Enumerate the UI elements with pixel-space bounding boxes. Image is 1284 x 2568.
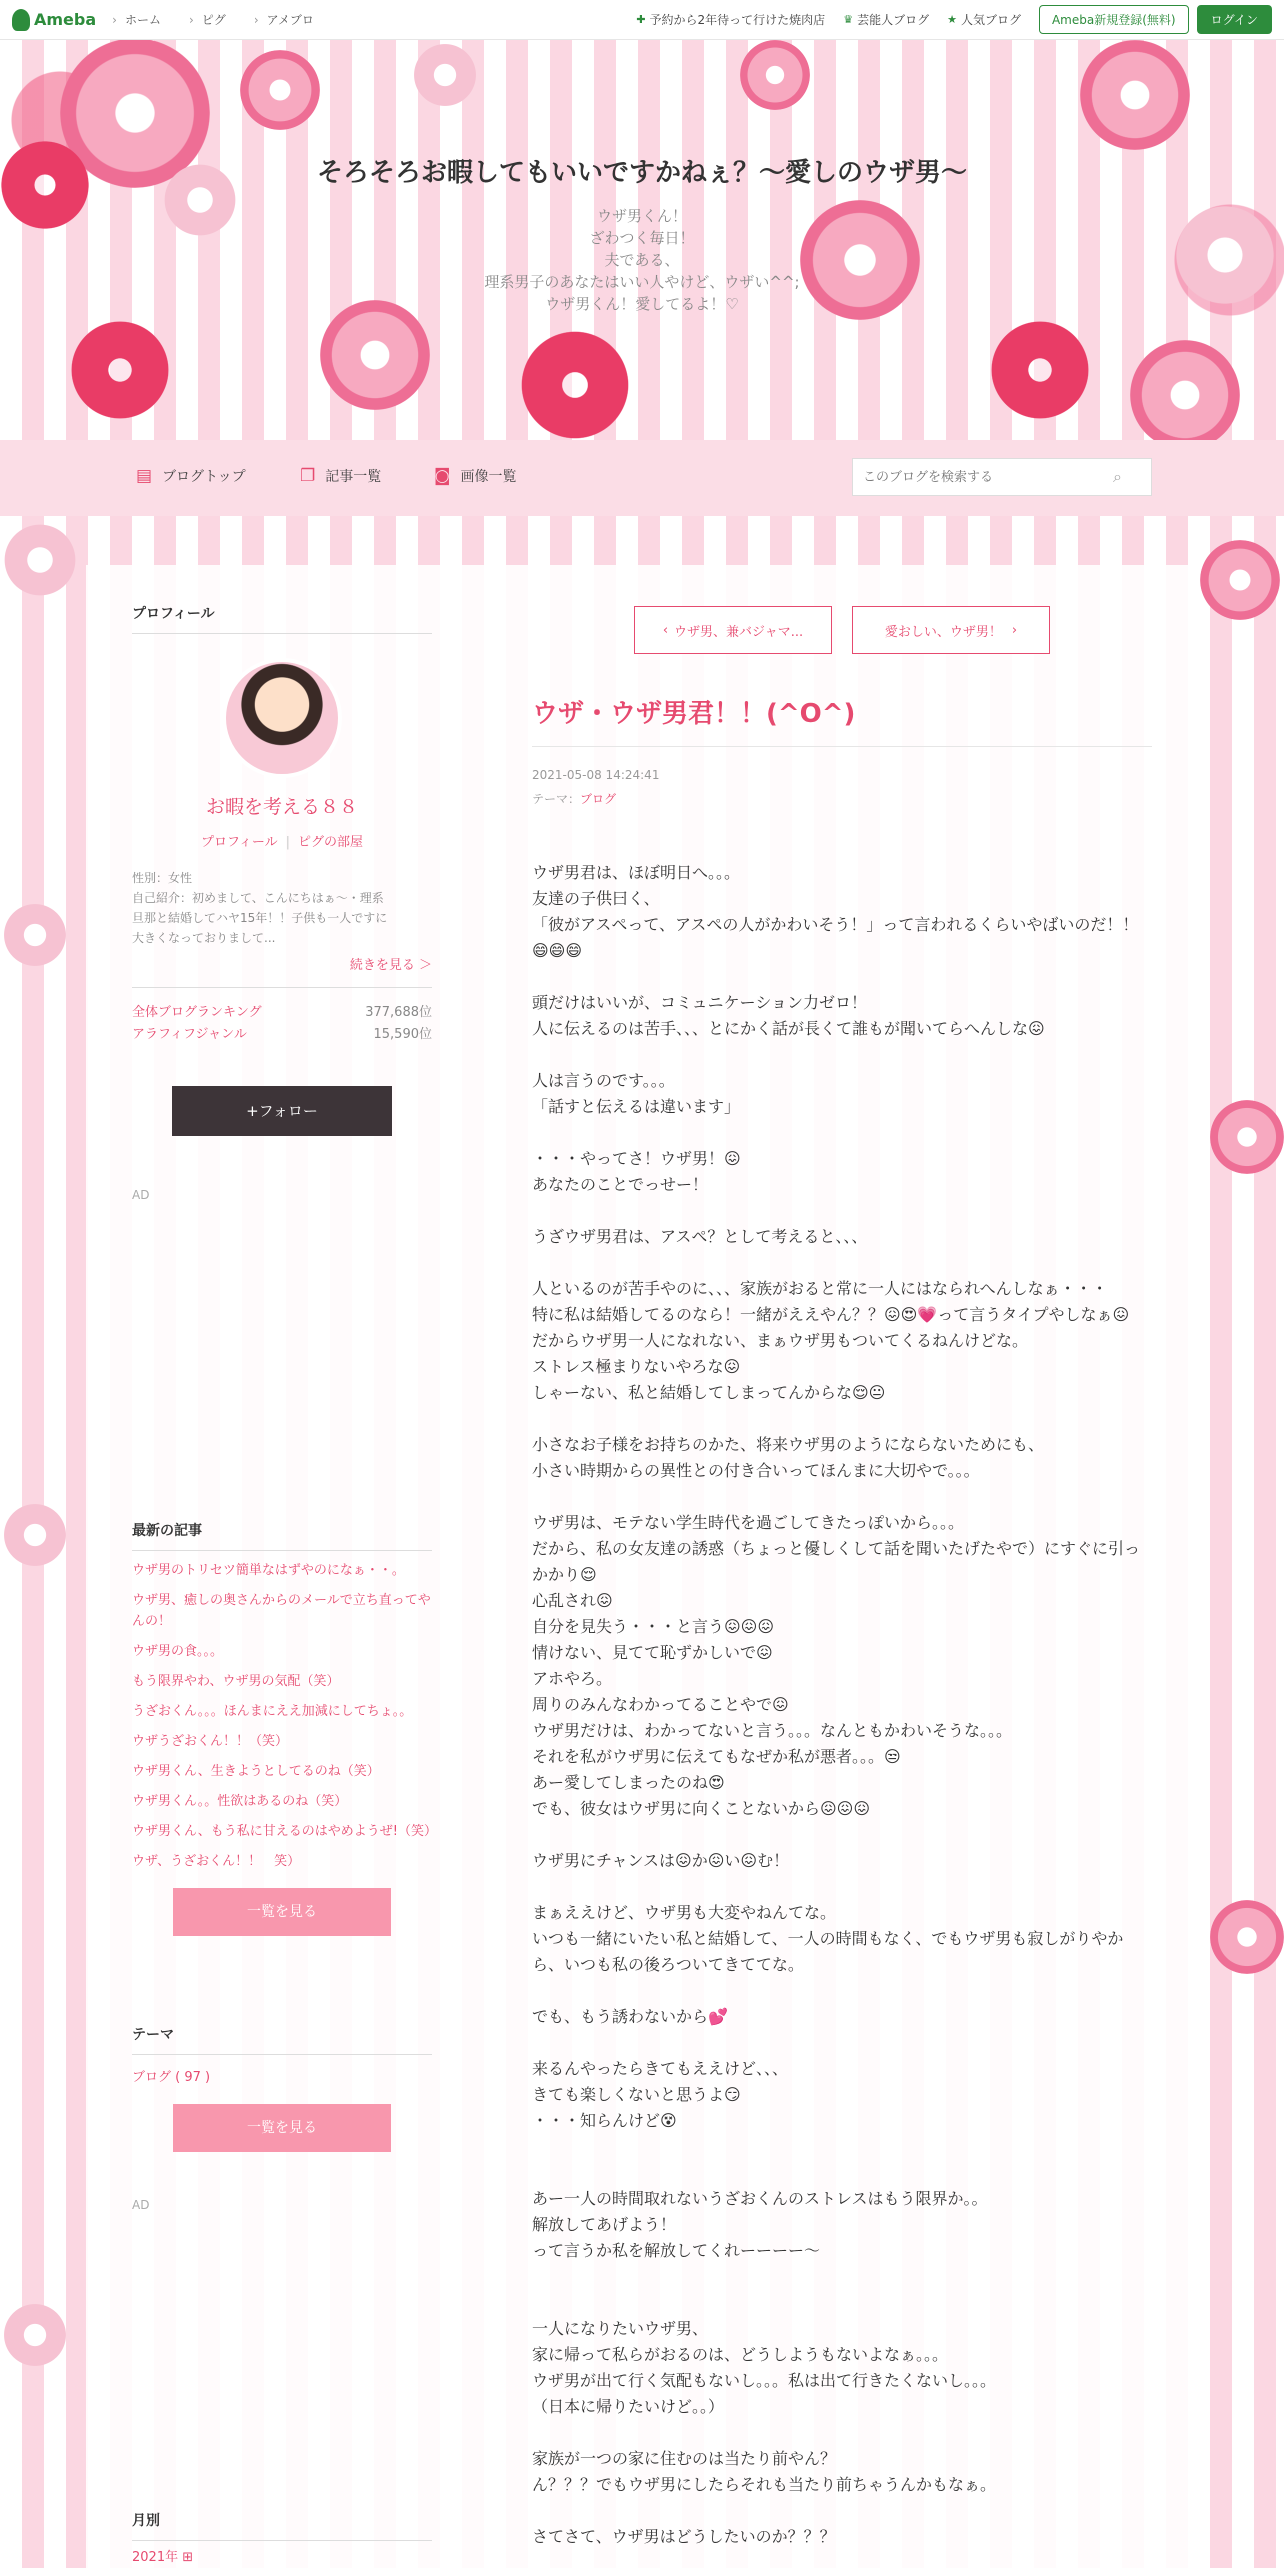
crumb-pigg[interactable]: › ピグ [189, 11, 226, 28]
blog-nav [0, 440, 1284, 516]
crumb-home[interactable]: › ホーム [112, 11, 161, 28]
copy-icon: ❐ [300, 466, 316, 486]
theme-label: テーマ： [532, 792, 581, 806]
logo-text: Ameba [34, 10, 97, 29]
article-line: だからウザ男一人になれない、まぁウザ男もついてくるねんけどな。 [532, 1331, 1029, 1350]
next-article-button[interactable] [852, 606, 1050, 654]
ad-label: AD [132, 1188, 150, 1202]
article-line: まぁええけど、ウザ男も大変やねんてな。 [532, 1903, 837, 1922]
promo-link[interactable] [636, 11, 825, 28]
article-line: さてさて、ウザ男はどうしたいのか？？？ [532, 2527, 836, 2546]
login-button[interactable]: ログイン [1197, 5, 1272, 34]
nav-blog-top[interactable] [136, 466, 246, 486]
prev-article-button[interactable] [634, 606, 832, 654]
article-theme [532, 787, 1152, 811]
year-label: 2021年 [132, 2550, 179, 2565]
article-line: 一人になりたいウザ男、 [532, 2319, 709, 2338]
article-line: ストレス極まりないやろな😖 [532, 1357, 741, 1376]
paragraph-gap [532, 2290, 1152, 2316]
blog-search [852, 458, 1152, 496]
paragraph-gap [532, 964, 1152, 990]
article-line: ウザ男は、モテない学生時代を過ごしてきたっぽいから。。。 [532, 1513, 965, 1532]
article-line: あなたのことでっせー！ [532, 1175, 709, 1194]
paragraph-gap [532, 1978, 1152, 2004]
crumb-ameblo[interactable]: › アメブロ [254, 11, 314, 28]
article-line: しゃーない、私と結婚してしまってんからな😌😐 [532, 1383, 886, 1402]
profile-heading: プロフィール [132, 603, 432, 634]
blog-description [0, 205, 1284, 315]
header-actions [636, 5, 1284, 34]
breadcrumb [112, 11, 342, 28]
search-icon[interactable]: ⌕ [1113, 467, 1122, 486]
chevron-right-icon: › [1011, 622, 1018, 638]
plus-icon: ✚ [636, 13, 646, 26]
article-line: でも、彼女はウザ男に向くことないから😖😖😖 [532, 1799, 871, 1818]
ranking-box [132, 987, 432, 1046]
monthly-heading: 月別 [132, 2510, 432, 2541]
paragraph-gap [532, 2498, 1152, 2524]
celebrity-blog-link[interactable] [843, 11, 929, 28]
recent-articles [132, 1520, 437, 1936]
article-line: 小さなお子様をお持ちのかた、将来ウザ男のようにならないためにも、 [532, 1435, 1045, 1454]
article-line: あー愛してしまったのね😍 [532, 1773, 725, 1792]
paragraph-gap [532, 2160, 1152, 2186]
article-line: 人といるのが苦手やのに、、、家族がおると常に一人にはなられへんしなぁ・・・ [532, 1279, 1108, 1298]
nav-image-list[interactable] [434, 466, 517, 486]
divider: | [285, 835, 291, 850]
popular-blog-link[interactable] [947, 11, 1021, 28]
article-title[interactable]: ウザ・ウザ男君！！(^O^) [532, 699, 856, 729]
recent-article-link[interactable]: ウザ男のトリセツ簡単なはずやのになぁ・・。 [132, 1563, 405, 1578]
article-line: 人に伝えるのは苦手、、、とにかく話が長くて誰もが聞いてらへんしな😖 [532, 1019, 1045, 1038]
promo-label: 予約から2年待って行けた焼肉店 [649, 13, 826, 27]
recent-article-link[interactable]: もう限界やわ、ウザ男の気配（笑） [132, 1674, 340, 1689]
theme-section [132, 2024, 432, 2212]
camera-icon: ◙ [434, 466, 451, 486]
paragraph-gap [532, 1042, 1152, 1068]
search-input[interactable] [853, 470, 1113, 485]
monthly-section [132, 2510, 432, 2568]
profile-link[interactable]: プロフィール [200, 835, 278, 850]
theme-list-button[interactable]: 一覧を見る [173, 2104, 391, 2152]
blog-title[interactable]: そろそろお暇してもいいですかねぇ？〜愛しのウザ男〜 [316, 158, 967, 188]
paragraph-gap [532, 2264, 1152, 2290]
paragraph-gap [532, 1120, 1152, 1146]
profile-name[interactable]: お暇を考える８８ [205, 796, 358, 818]
recent-article-link[interactable]: ウザ男、癒しの奥さんからのメールで立ち直ってやんの！ [132, 1593, 431, 1629]
ameba-logo-icon [12, 9, 30, 31]
recent-article-link[interactable]: ウザ、うざおくん！！ 笑） [132, 1854, 301, 1869]
recent-article-link[interactable]: ウザ男くん、生きようとしてるのね（笑） [132, 1764, 380, 1779]
article-line: うざウザ男君は、アスペ？として考えると、、、 [532, 1227, 868, 1246]
rank-label[interactable]: アラフィフジャンル [132, 1027, 247, 1042]
nav-article-list[interactable] [300, 466, 381, 486]
rank-value: 377,688位 [365, 1005, 432, 1020]
crown-icon: ♛ [843, 13, 854, 26]
recent-article-link[interactable]: ウザ男くん、もう私に甘えるのはやめようぜ!（笑） [132, 1824, 437, 1839]
article-line: アホやろ。 [532, 1669, 613, 1688]
ameba-logo[interactable] [12, 9, 96, 31]
read-more-link[interactable]: 続きを見る ＞ [349, 958, 432, 973]
profile-section [132, 603, 432, 1202]
article-body [532, 860, 1152, 2550]
article-line: 友達の子供曰く、 [532, 889, 660, 908]
paragraph-gap [532, 1484, 1152, 1510]
article-line: 周りのみんなわかってることやで😖 [532, 1695, 789, 1714]
desc-line: 理系男子のあなたはいい人やけど、ウザい^^; [484, 273, 800, 291]
follow-button[interactable]: +フォロー [172, 1086, 392, 1136]
next-article-label: 愛おしい、ウザ男！ [884, 624, 1002, 640]
recent-article-link[interactable]: ウザうざおくん！！（笑） [132, 1734, 289, 1749]
paragraph-gap [532, 1406, 1152, 1432]
theme-link[interactable]: ブログ ( 97 ) [132, 2070, 211, 2085]
article-line: 家に帰って私らがおるのは、どうしようもないよなぁ。。。 [532, 2345, 949, 2364]
recent-heading: 最新の記事 [132, 1520, 432, 1551]
star-icon: ★ [947, 13, 957, 26]
article-line: ウザ男君は、ほぼ明日へ。。。 [532, 863, 741, 882]
article-line: 人は言うのです。。。 [532, 1071, 675, 1090]
article-line: でも、もう誘わないから💕 [532, 2007, 728, 2026]
article-line: きても楽しくないと思うよ😏 [532, 2085, 741, 2104]
profile-intro [132, 868, 432, 948]
popular-label: 人気ブログ [960, 13, 1021, 27]
article-line: 「話すと伝えるは違います」 [532, 1097, 741, 1116]
nav-label: 画像一覧 [460, 469, 517, 485]
paragraph-gap [532, 1874, 1152, 1900]
article-header [532, 693, 1152, 811]
article-line: （日本に帰りたいけど。。） [532, 2397, 725, 2416]
article-line: 心乱され😖 [532, 1591, 613, 1610]
article-line: 家族が一つの家に住むのは当たり前やん？ [532, 2449, 837, 2468]
article-line: 小さい時期からの異性との付き合いってほんまに大切やで。。。 [532, 1461, 980, 1480]
article-line: いつも一緒にいたい私と結婚して、一人の時間もなく、でもウザ男も寂しがりやから、いつも私の後ろついてきててな。 [532, 1929, 1124, 1974]
paragraph-gap [532, 2420, 1152, 2446]
intro-line: 大きくなっておりまして... [132, 931, 276, 945]
article-line: 特に私は結婚してるのなら！一緒がええやん？？😖😍💗って言うタイプやしなぁ😖 [532, 1305, 1130, 1324]
article-line: 頭だけはいいが、コミュニケーション力ゼロ！ [532, 993, 868, 1012]
global-header [0, 0, 1284, 40]
recent-article-link[interactable]: ウザ男くん。。性欲はあるのね（笑） [132, 1794, 348, 1809]
article-line: 解放してあげよう！ [532, 2215, 677, 2234]
nav-label: 記事一覧 [325, 469, 382, 485]
article-line: 来るんやったらきてもええけど、、、 [532, 2059, 789, 2078]
recent-list-button[interactable]: 一覧を見る [173, 1888, 391, 1936]
article-line: ウザ男が出て行く気配もないし。。。私は出て行きたくないし。。。 [532, 2371, 997, 2390]
article-line: ・・・知らんけど😵 [532, 2111, 677, 2130]
desc-line: ウザ男くん！愛してるよ！♡ [545, 295, 739, 313]
article-date: 2021-05-08 14:24:41 [532, 768, 660, 782]
rank-label[interactable]: 全体ブログランキング [132, 1005, 262, 1020]
pigg-room-link[interactable]: ピグの部屋 [298, 835, 364, 850]
celebrity-label: 芸能人ブログ [857, 13, 930, 27]
article-line: ウザ男にチャンスは😖か😖い😖む！ [532, 1851, 790, 1870]
intro-line: 性別：女性 [132, 871, 193, 885]
article-line: ん？？？でもウザ男にしたらそれも当たり前ちゃうんかもなぁ。 [532, 2475, 997, 2494]
article-line: ウザ男だけは、わかってないと言う。。。なんともかわいそうな。。。 [532, 1721, 1013, 1740]
article-line: 自分を見失う・・・と言う😖😖😖 [532, 1617, 775, 1636]
article-line: 情けない、見てて恥ずかしいで😖 [532, 1643, 773, 1662]
document-icon: ▤ [136, 466, 153, 486]
plus-box-icon: ⊞ [182, 2550, 194, 2565]
recent-article-link[interactable]: うざおくん。。。ほんまにええ加減にしてちょ。。 [132, 1704, 413, 1719]
ad-label: AD [132, 2198, 150, 2212]
article-line: だから、私の女友達の誘惑（ちょっと優しくして話を聞いたげたやで）にすぐに引っかかり😌 [532, 1539, 1141, 1584]
profile-links [132, 831, 432, 850]
rank-row [132, 1024, 432, 1046]
paragraph-gap [532, 1250, 1152, 1276]
chevron-left-icon: ‹ [662, 622, 669, 638]
paragraph-gap [532, 1822, 1152, 1848]
article-line: 「彼がアスペって、アスペの人がかわいそう！」って言われるくらいやばいのだ！！😄😄😄 [532, 915, 1139, 960]
intro-line: 旦那と結婚してハヤ15年！！子供も一人ですに [132, 911, 388, 925]
paragraph-gap [532, 1198, 1152, 1224]
article-line: それを私がウザ男に伝えてもなぜか私が悪者。。。😒 [532, 1747, 901, 1766]
year-toggle[interactable] [132, 2547, 432, 2568]
article-line: ・・・やってさ！ウザ男！😖 [532, 1149, 741, 1168]
intro-line: 自己紹介：初めまして、こんにちはぁ〜・理系 [132, 891, 384, 905]
article-meta [532, 746, 1152, 811]
theme-heading: テーマ [132, 2024, 432, 2055]
desc-line: ざわつく毎日！ [589, 229, 695, 247]
avatar[interactable] [222, 658, 342, 778]
desc-line: 夫である、 [604, 251, 680, 269]
paragraph-gap [532, 2134, 1152, 2160]
nav-label: ブログトップ [162, 469, 246, 485]
recent-article-link[interactable]: ウザ男の食。。。 [132, 1644, 224, 1659]
paragraph-gap [532, 2030, 1152, 2056]
register-button[interactable]: Ameba新規登録(無料) [1039, 5, 1189, 34]
article-line: あー一人の時間取れないうざおくんのストレスはもう限界か。。 [532, 2189, 988, 2208]
theme-value-link[interactable]: ブログ [580, 792, 617, 806]
rank-row [132, 1002, 432, 1024]
rank-value: 15,590位 [373, 1027, 432, 1042]
prev-article-label: ウザ男、兼バジャマ... [674, 624, 804, 640]
article-line: って言うか私を解放してくれーーーー〜 [532, 2241, 821, 2260]
desc-line: ウザ男くん！ [596, 207, 687, 225]
